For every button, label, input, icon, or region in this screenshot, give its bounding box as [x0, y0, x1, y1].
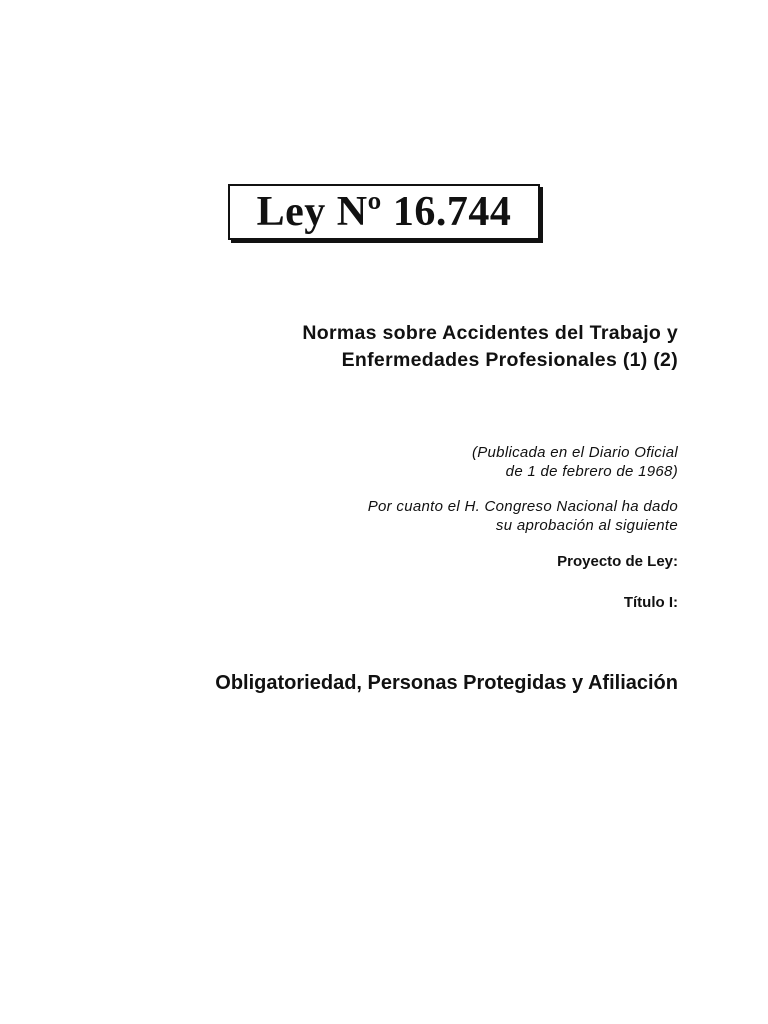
publication-note: [158, 443, 678, 481]
section-heading: Obligatoriedad, Personas Protegidas y Afiliación: [215, 672, 678, 694]
title-label: Título I:: [623, 594, 678, 611]
approval-note: [158, 497, 678, 535]
publication-line: de 1 de febrero de 1968): [505, 463, 678, 480]
publication-line: (Publicada en el Diario Oficial: [471, 444, 678, 461]
law-subtitle: [158, 320, 678, 374]
law-title-box: [228, 184, 540, 240]
approval-line: su aprobación al siguiente: [495, 517, 678, 534]
approval-line: Por cuanto el H. Congreso Nacional ha dado: [367, 498, 678, 515]
subtitle-line: Normas sobre Accidentes del Trabajo y: [302, 322, 678, 344]
project-label: Proyecto de Ley:: [557, 553, 678, 570]
law-title: Ley Nº 16.744: [256, 189, 512, 235]
subtitle-line: Enfermedades Profesionales (1) (2): [341, 349, 678, 371]
